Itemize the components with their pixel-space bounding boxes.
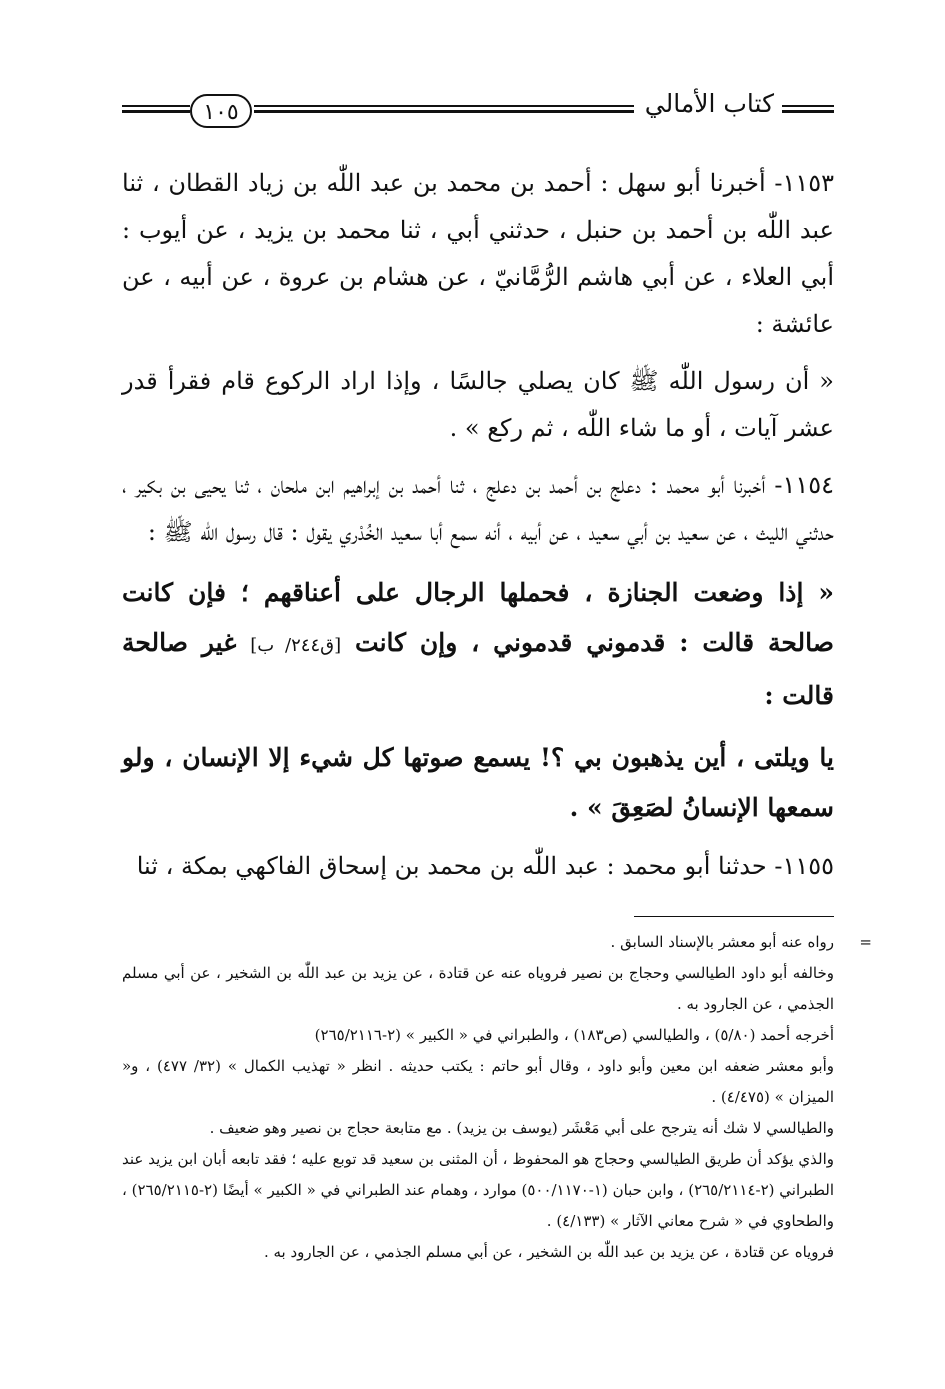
- page-number: ١٠٥: [190, 94, 252, 128]
- hadith-1153-isnad: ١١٥٣- أخبرنا أبو سهل : أحمد بن محمد بن عبد اللّٰه بن زياد القطان ، ثنا عبد اللّٰه بن أحمد بن حنبل ، حدثني أبي ، ثنا محمد بن يزيد ، عن أيوب : أبي العلاء ، عن أبي هاشم الرُّمَّانيّ ، عن هشام بن عروة ، عن أبيه ، عن عائشة :: [122, 169, 835, 338]
- hadith-1154-matn: [122, 568, 834, 721]
- footnote-line: فروياه عن قتادة ، عن يزيد بن عبد اللّٰه بن الشخير ، عن أبي مسلم الجذمي ، عن الجارود به .: [263, 1243, 834, 1261]
- manuscript-reference: [ق٢٤٤/ ب]: [250, 635, 342, 656]
- book-page: [122, 80, 872, 1370]
- footnote-line: والطيالسي لا شك أنه يترجح على أبي مَعْشَر (يوسف بن يزيد) . مع متابعة حجاج بن نصير وهو ضعيف .: [209, 1119, 834, 1137]
- hadith-1154-isnad: ١١٥٤- أخبرنا أبو محمد : دعلج بن أحمد بن دعلج ، ثنا أحمد بن إبراهيم ابن ملحان ، ثنا يحيى بن بكير ، حدثني الليث ، عن سعيد بن أبي سعيد ، عن أبيه ، أنه سمع أبا سعيد الخُدْري يقول : قال رسول اللّٰه ﷺ :: [122, 471, 834, 546]
- matn-text: « إذا وضعت الجنازة ، فحملها الرجال على أعناقهم ؛ فإن كانت صالحة قالت : قدموني قدموني ، وإن كانت: [122, 578, 834, 657]
- footnote-separator: [634, 916, 834, 917]
- book-title: كتاب الأمالي: [644, 89, 774, 118]
- hadith-1154-matn-cont: يا ويلتى ، أين يذهبون بي ؟! يسمع صوتها كل شيء إلا الإنسان ، ولو سمعها الإنسانُ لصَعِقَ » .: [122, 743, 834, 822]
- footnote-line: وأبو معشر ضعفه ابن معين وأبو داود ، وقال أبو حاتم : يكتب حديثه . انظر « تهذيب الكمال » (٣٢/ ٤٧٧) ، و« الميزان » (٤/٤٧٥) .: [122, 1057, 834, 1106]
- footnote-line: والذي يؤكد أن طريق الطيالسي وحجاج هو المحفوظ ، أن المثنى بن سعيد قد توبع عليه ؛ فقد تابعه أبان ابن يزيد عند الطبراني (٢-٢٦٥/٢١١٤) ، وابن حبان (١-٥٠٠/١١٧٠) موارد ، وهمام عند الطبراني في « الكبير » أيضًا (٢-٢٦٥/٢١١٥) ، والطحاوي في « شرح معاني الآثار » (٤/١٣٣) .: [122, 1150, 834, 1230]
- header-ornament-rule: [254, 105, 634, 117]
- matn-text: غير صالحة قالت :: [122, 628, 834, 710]
- footnote-line: وخالفه أبو داود الطيالسي وحجاج بن نصير فروياه عنه عن قتادة ، عن يزيد بن عبد اللّٰه بن الشخير ، عن أبي مسلم الجذمي ، عن الجارود به .: [122, 964, 834, 1013]
- header-ornament-rule: [122, 105, 190, 117]
- footnotes: [122, 927, 872, 1268]
- running-header: [122, 80, 834, 160]
- main-text: [122, 160, 834, 890]
- footnote-line: أخرجه أحمد (٥/٨٠) ، والطيالسي (ص١٨٣) ، والطبراني في « الكبير » (٢-٢٦٥/٢١١٦): [314, 1026, 834, 1044]
- footnote-line: = رواه عنه أبو معشر بالإسناد السابق .: [122, 927, 834, 958]
- hadith-1155-isnad: ١١٥٥- حدثنا أبو محمد : عبد اللّٰه بن محمد بن إسحاق الفاكهي بمكة ، ثنا: [136, 852, 834, 880]
- header-ornament-rule: [782, 105, 834, 117]
- footnote-continuation-marker: =: [859, 933, 872, 951]
- hadith-1153-matn: « أن رسول اللّٰه ﷺ كان يصلي جالسًا ، وإذا اراد الركوع قام فقرأ قدر عشر آيات ، أو ما شاء اللّٰه ، ثم ركع » .: [122, 367, 834, 442]
